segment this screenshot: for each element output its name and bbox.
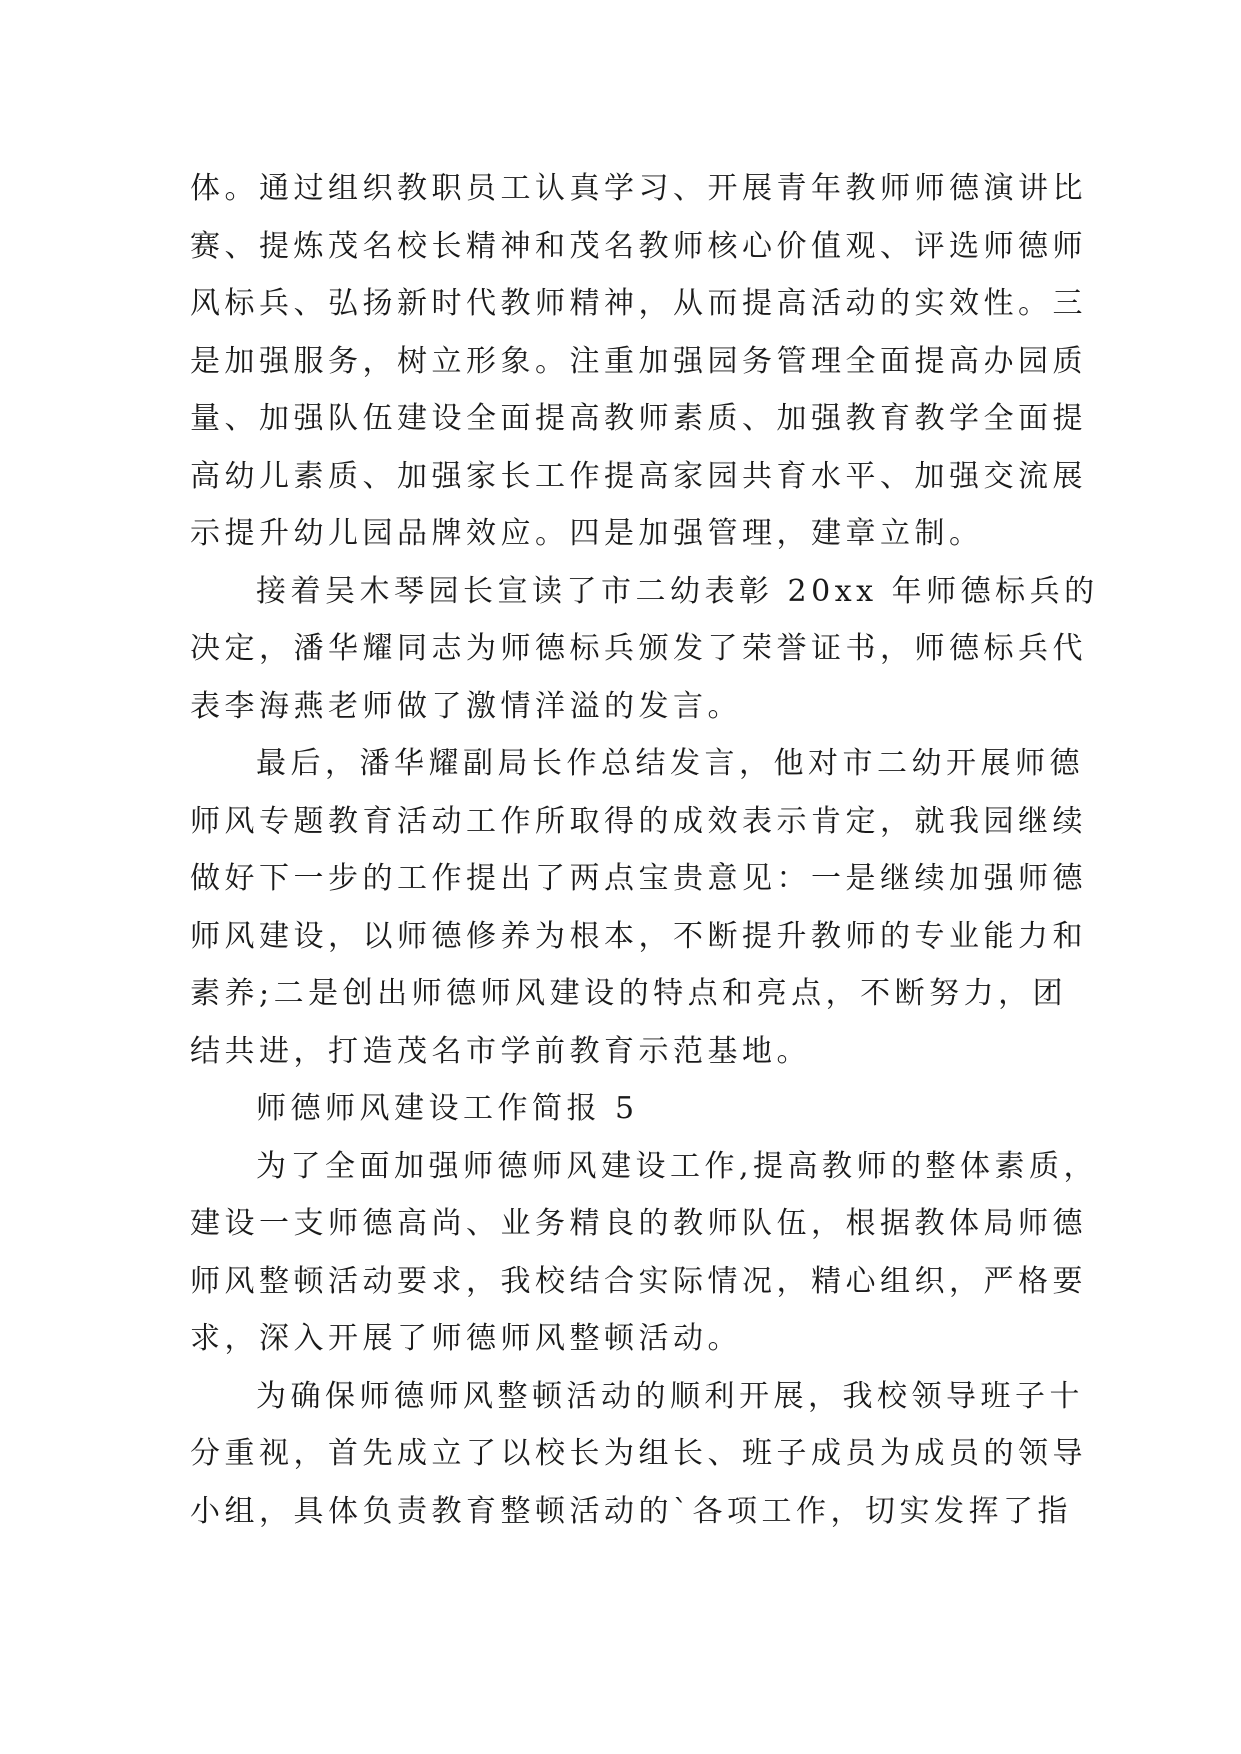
- text-line: 量、加强队伍建设全面提高教师素质、加强教育教学全面提: [190, 401, 1087, 436]
- text-line: 师风专题教育活动工作所取得的成效表示肯定，就我园继续: [190, 803, 1087, 839]
- text-line: 师风整顿活动要求，我校结合实际情况，精心组织，严格要: [190, 1263, 1087, 1299]
- text-line: 示提升幼儿园品牌效应。四是加强管理，建章立制。: [190, 516, 984, 551]
- text-line: 高幼儿素质、加强家长工作提高家园共育水平、加强交流展: [190, 458, 1087, 494]
- text-line: 风标兵、弘扬新时代教师精神，从而提高活动的实效性。三: [190, 286, 1087, 321]
- section-heading: 师德师风建设工作简报 5: [256, 1091, 639, 1126]
- text-line: 求，深入开展了师德师风整顿活动。: [190, 1321, 742, 1356]
- paragraph-first-line: 接着吴木琴园长宣读了市二幼表彰 20xx 年师德标兵的: [256, 573, 1099, 609]
- document-body: [190, 160, 1099, 1540]
- text-line: 师风建设，以师德修养为根本，不断提升教师的专业能力和: [190, 918, 1087, 954]
- text-line: 决定，潘华耀同志为师德标兵颁发了荣誉证书，师德标兵代: [190, 631, 1087, 666]
- text-line: 建设一支师德高尚、业务精良的教师队伍，根据教体局师德: [190, 1206, 1087, 1241]
- text-line: 赛、提炼茂名校长精神和茂名教师核心价值观、评选师德师: [190, 228, 1087, 264]
- paragraph-first-line: 为确保师德师风整顿活动的顺利开展，我校领导班子十: [256, 1378, 1084, 1414]
- text-line: 小组，具体负责教育整顿活动的`各项工作，切实发挥了指: [190, 1493, 1072, 1529]
- text-line: 分重视，首先成立了以校长为组长、班子成员为成员的领导: [190, 1436, 1087, 1471]
- text-line: 结共进，打造茂名市学前教育示范基地。: [190, 1033, 811, 1069]
- text-line: 做好下一步的工作提出了两点宝贵意见：一是继续加强师德: [190, 861, 1087, 896]
- text-line: 体。通过组织教职员工认真学习、开展青年教师师德演讲比: [190, 171, 1087, 206]
- paragraph-first-line: 为了全面加强师德师风建设工作,提高教师的整体素质，: [256, 1148, 1099, 1184]
- text-line: 素养;二是创出师德师风建设的特点和亮点，不断努力，团: [190, 976, 1068, 1011]
- text-line: 是加强服务，树立形象。注重加强园务管理全面提高办园质: [190, 343, 1087, 379]
- paragraph-first-line: 最后，潘华耀副局长作总结发言，他对市二幼开展师德: [256, 746, 1084, 781]
- text-line: 表李海燕老师做了激情洋溢的发言。: [190, 688, 742, 724]
